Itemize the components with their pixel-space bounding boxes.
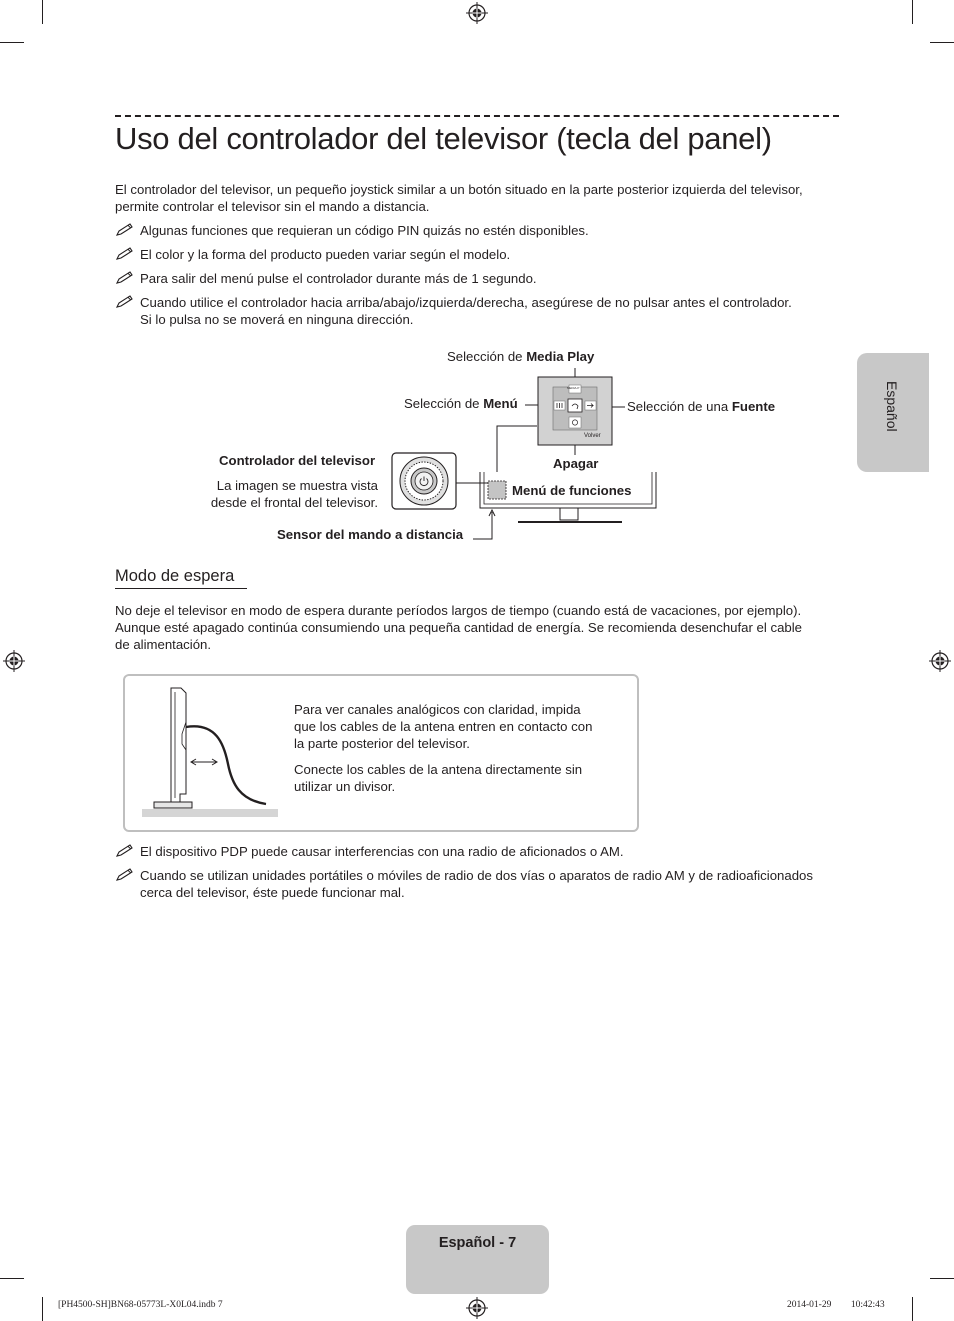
note-item xyxy=(115,294,845,328)
source-label: Selección de una Fuente xyxy=(627,399,776,414)
tv-side-antenna-illustration xyxy=(140,684,280,819)
crop-mark xyxy=(0,42,24,43)
standby-heading: Modo de espera xyxy=(115,567,235,585)
controller-note-label: La imagen se muestra vista desde el frontal del televisor. xyxy=(210,478,378,510)
crop-mark xyxy=(42,0,43,24)
note-pencil-icon xyxy=(115,246,135,262)
intro-paragraph xyxy=(115,181,845,215)
note-pencil-icon xyxy=(115,867,135,883)
note-item xyxy=(115,246,845,263)
osd-media-label: MEDIA.P xyxy=(567,386,580,390)
crop-mark xyxy=(0,1278,24,1279)
note-text: cerca del televisor, éste puede funcionar mal. xyxy=(140,885,405,900)
note-text: Para salir del menú pulse el controlador durante más de 1 segundo. xyxy=(140,271,537,286)
joystick-controller-icon xyxy=(391,452,457,510)
function-menu-label: Menú de funciones xyxy=(512,483,632,498)
registration-mark-icon xyxy=(466,2,488,24)
crop-mark xyxy=(42,1297,43,1321)
language-side-tab-label: Español xyxy=(884,381,900,432)
remote-sensor-label: Sensor del mando a distancia xyxy=(277,527,464,542)
crop-mark xyxy=(930,42,954,43)
registration-mark-icon xyxy=(466,1297,488,1319)
controller-connector-line xyxy=(456,478,488,488)
standby-heading-underline xyxy=(115,588,247,589)
controller-title-label: Controlador del televisor xyxy=(219,453,376,468)
intro-line: permite controlar el televisor sin el mando a distancia. xyxy=(115,199,430,214)
intro-line: El controlador del televisor, un pequeño joystick similar a un botón situado en la parte posterior izquierda del televisor, xyxy=(115,182,803,197)
note-text: Algunas funciones que requieran un código PIN quizás no estén disponibles. xyxy=(140,223,589,238)
media-play-label: Selección de Media Play xyxy=(447,349,595,364)
note-pencil-icon xyxy=(115,270,135,286)
note-text: El color y la forma del producto pueden variar según el modelo. xyxy=(140,247,511,262)
crop-mark xyxy=(912,1297,913,1321)
page-title: Uso del controlador del televisor (tecla del panel) xyxy=(115,121,772,156)
note-pencil-icon xyxy=(115,294,135,310)
page-number-label: Español - 7 xyxy=(438,1235,517,1251)
language-side-tab xyxy=(857,353,929,472)
registration-mark-icon xyxy=(3,650,25,672)
registration-mark-icon xyxy=(929,650,951,672)
osd-return-label: Volver xyxy=(584,433,601,439)
page-number-tab xyxy=(406,1225,549,1294)
antenna-paragraph-1: Para ver canales analógicos con claridad, impida que los cables de la antena entren en contacto con la parte posterior del televisor. xyxy=(294,702,593,751)
antenna-paragraph-2: Conecte los cables de la antena directamente sin utilizar un divisor. xyxy=(294,762,583,794)
note-text: El dispositivo PDP puede causar interferencias con una radio de aficionados o AM. xyxy=(140,844,624,859)
note-text: Si lo pulsa no se moverá en ninguna dirección. xyxy=(140,312,414,327)
footer-date-info: 2014-01-29 ￿￿ 10:42:43 xyxy=(787,1300,885,1310)
note-text: Cuando utilice el controlador hacia arriba/abajo/izquierda/derecha, asegúrese de no pulsar antes el controlador. xyxy=(140,295,792,310)
note-item xyxy=(115,222,845,239)
standby-paragraph: No deje el televisor en modo de espera durante períodos largos de tiempo (cuando está de vacaciones, por ejemplo). Aunque esté apagado continúa consumiendo una pequeña cantidad de energía. Se recomienda desenchufar el cable de alimentación. xyxy=(115,603,802,652)
note-pencil-icon xyxy=(115,843,135,859)
title-dotted-rule xyxy=(115,115,839,117)
note-pencil-icon xyxy=(115,222,135,238)
footer-file-info: [PH4500-SH]BN68-05773L-X0L04.indb 7 xyxy=(58,1300,223,1310)
note-text: Cuando se utilizan unidades portátiles o móviles de radio de dos vías o aparatos de radio AM y de radioaficionados xyxy=(140,868,813,883)
menu-label: Selección de Menú xyxy=(404,396,518,411)
note-item xyxy=(115,270,845,287)
power-off-label: Apagar xyxy=(553,456,599,471)
crop-mark xyxy=(930,1278,954,1279)
note-item xyxy=(115,843,845,860)
note-item xyxy=(115,867,845,901)
crop-mark xyxy=(912,0,913,24)
